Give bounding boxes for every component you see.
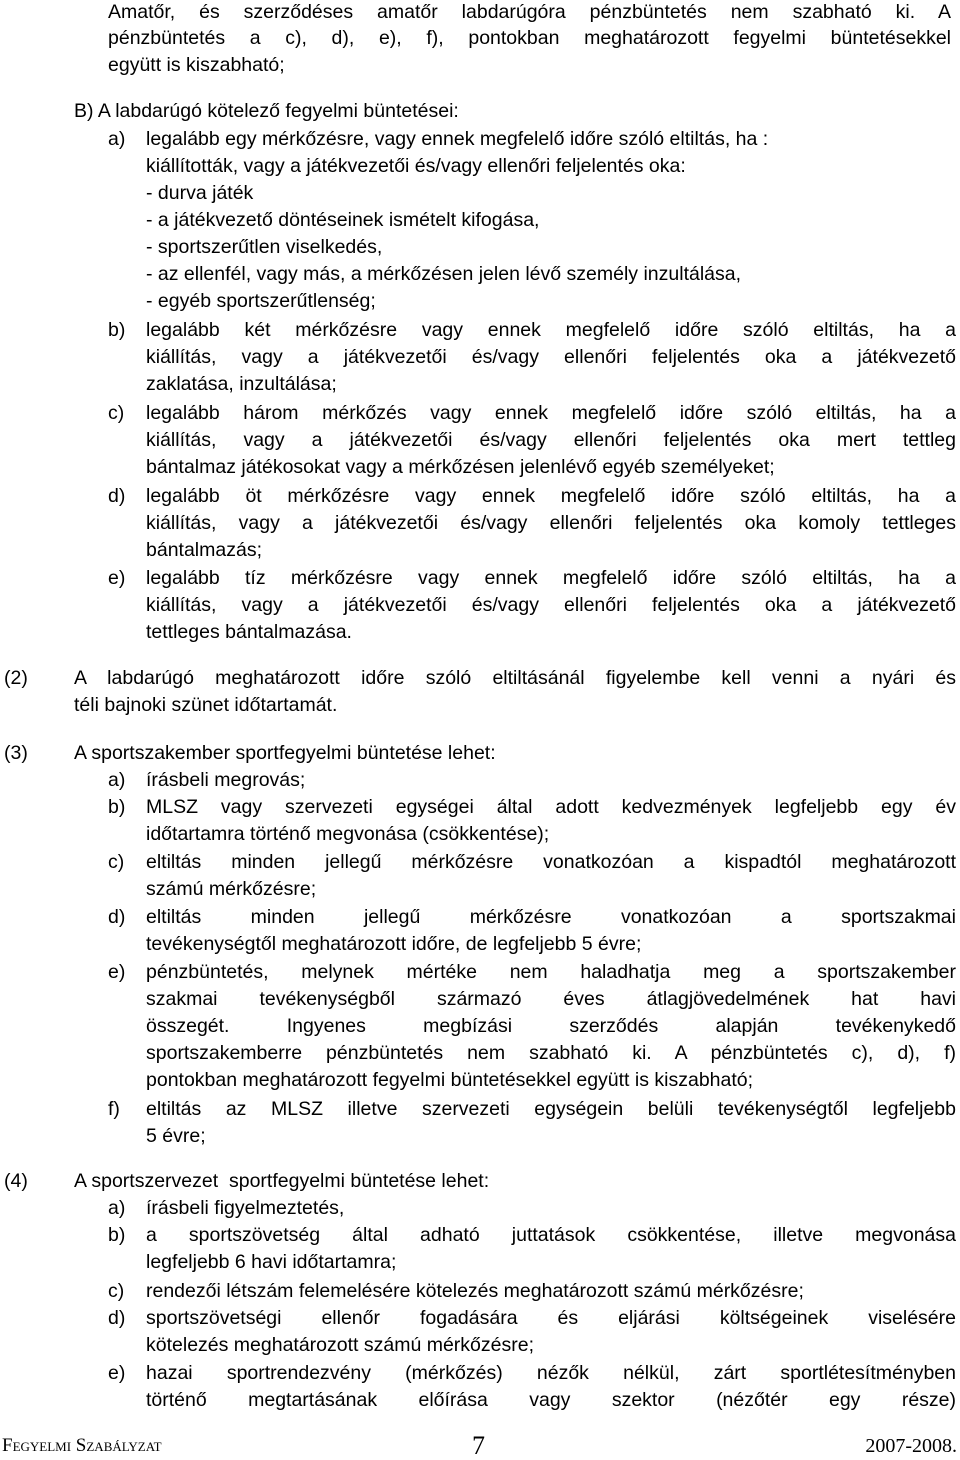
text-line: zaklatása, inzultálása; — [146, 373, 337, 395]
section-heading: A sportszakember sportfegyelmi büntetése lehet: — [74, 742, 496, 764]
text-line: pénzbüntetés, melynek mértéke nem haladhatja meg a sportszakember — [146, 961, 956, 983]
text-line: a sportszövetség által adható juttatások csökkentése, illetve megvonása — [146, 1224, 956, 1246]
text-line: 5 évre; — [146, 1125, 206, 1147]
paragraph-number: (2) — [4, 667, 28, 689]
section-heading: A sportszervezet sportfegyelmi büntetése lehet: — [74, 1170, 490, 1192]
text-line: sportszövetségi ellenőr fogadására és eljárási költségeinek viselésére — [146, 1307, 956, 1329]
text-line: kiállítás, vagy a játékvezetői és/vagy ellenőri feljelentés oka a játékvezető — [146, 594, 956, 616]
text-line: - egyéb sportszerűtlenség; — [146, 290, 376, 312]
text-line: legalább két mérkőzésre vagy ennek megfelelő időre szóló eltiltás, ha a — [146, 319, 956, 341]
text-line: kötelezés meghatározott számú mérkőzésre; — [146, 1334, 535, 1356]
item-label: d) — [108, 1307, 126, 1329]
item-label: a) — [108, 128, 126, 150]
footer-title: Fegyelmi Szabályzat — [2, 1435, 162, 1456]
text-line: pénzbüntetés a c), d), e), f), pontokban meghatározott fegyelmi büntetésekkel — [108, 27, 951, 49]
text-line: téli bajnoki szünet időtartamát. — [74, 694, 338, 716]
paragraph-number: (3) — [4, 742, 28, 764]
text-line: számú mérkőzésre; — [146, 878, 317, 900]
item-label: c) — [108, 402, 125, 424]
item-label: d) — [108, 485, 126, 507]
section-heading: B) A labdarúgó kötelező fegyelmi büntetései: — [74, 100, 459, 122]
item-label: e) — [108, 961, 126, 983]
item-label: b) — [108, 796, 126, 818]
text-line: pontokban meghatározott fegyelmi büntetésekkel együtt is kiszabható; — [146, 1069, 754, 1091]
text-line: legalább egy mérkőzésre, vagy ennek megfelelő időre szóló eltiltás, ha : — [146, 128, 769, 150]
text-line: bántalmazás; — [146, 539, 262, 561]
text-line: tevékenységtől meghatározott időre, de legfeljebb 5 évre; — [146, 933, 642, 955]
text-line: írásbeli figyelmeztetés, — [146, 1197, 345, 1219]
footer-year: 2007-2008. — [865, 1435, 957, 1457]
text-line: szakmai tevékenységből származó éves átlagjövedelmének hat havi — [146, 988, 956, 1010]
text-line: eltiltás minden jellegű mérkőzésre vonatkozóan a sportszakmai — [146, 906, 956, 928]
item-label: b) — [108, 319, 126, 341]
text-line: - az ellenfél, vagy más, a mérkőzésen jelen lévő személy inzultálása, — [146, 263, 742, 285]
item-label: d) — [108, 906, 126, 928]
text-line: eltiltás minden jellegű mérkőzésre vonatkozóan a kispadtól meghatározott — [146, 851, 956, 873]
text-line: legalább tíz mérkőzésre vagy ennek megfelelő időre szóló eltiltás, ha a — [146, 567, 956, 589]
text-line: legfeljebb 6 havi időtartamra; — [146, 1251, 397, 1273]
text-line: legalább három mérkőzés vagy ennek megfelelő időre szóló eltiltás, ha a — [146, 402, 956, 424]
text-line: legalább öt mérkőzésre vagy ennek megfelelő időre szóló eltiltás, ha a — [146, 485, 956, 507]
text-line: tettleges bántalmazása. — [146, 621, 352, 643]
item-label: a) — [108, 769, 126, 791]
text-line: kiállítás, vagy a játékvezetői és/vagy ellenőri feljelentés oka komoly tettleges — [146, 512, 956, 534]
text-line: - sportszerűtlen viselkedés, — [146, 236, 383, 258]
text-line: kiállítás, vagy a játékvezetői és/vagy ellenőri feljelentés oka mert tettleg — [146, 429, 956, 451]
text-line: kiállítás, vagy a játékvezetői és/vagy ellenőri feljelentés oka a játékvezető — [146, 346, 956, 368]
item-label: c) — [108, 851, 125, 873]
text-line: A labdarúgó meghatározott időre szóló eltiltásánál figyelembe kell venni a nyári és — [74, 667, 956, 689]
text-line: hazai sportrendezvény (mérkőzés) nézők nélkül, zárt sportlétesítményben — [146, 1362, 956, 1384]
text-line: összegét. Ingyenes megbízási szerződés alapján tevékenykedő — [146, 1015, 956, 1037]
item-label: e) — [108, 567, 126, 589]
item-label: c) — [108, 1280, 125, 1302]
item-label: e) — [108, 1362, 126, 1384]
text-line: rendezői létszám felemelésére kötelezés meghatározott számú mérkőzésre; — [146, 1280, 804, 1302]
text-line: együtt is kiszabható; — [108, 54, 285, 76]
text-line: - durva játék — [146, 182, 254, 204]
item-label: b) — [108, 1224, 126, 1246]
page-number: 7 — [472, 1431, 485, 1460]
text-line: Amatőr, és szerződéses amatőr labdarúgóra pénzbüntetés nem szabható ki. A — [108, 1, 951, 23]
paragraph-number: (4) — [4, 1170, 28, 1192]
text-line: időtartamra történő megvonása (csökkentése); — [146, 823, 550, 845]
text-line: eltiltás az MLSZ illetve szervezeti egységein belüli tevékenységtől legfeljebb — [146, 1098, 956, 1120]
text-line: kiállították, vagy a játékvezetői és/vagy ellenőri feljelentés oka: — [146, 155, 686, 177]
text-line: - a játékvezető döntéseinek ismételt kifogása, — [146, 209, 540, 231]
text-line: történő megtartásának előírása vagy szektor (nézőtér egy része) — [146, 1389, 956, 1411]
text-line: írásbeli megrovás; — [146, 769, 306, 791]
text-line: MLSZ vagy szervezeti egységei által adott kedvezmények legfeljebb egy év — [146, 796, 956, 818]
item-label: a) — [108, 1197, 126, 1219]
text-line: sportszakemberre pénzbüntetés nem szabható ki. A pénzbüntetés c), d), f) — [146, 1042, 956, 1064]
item-label: f) — [108, 1098, 120, 1120]
text-line: bántalmaz játékosokat vagy a mérkőzésen jelenlévő egyéb személyeket; — [146, 456, 775, 478]
